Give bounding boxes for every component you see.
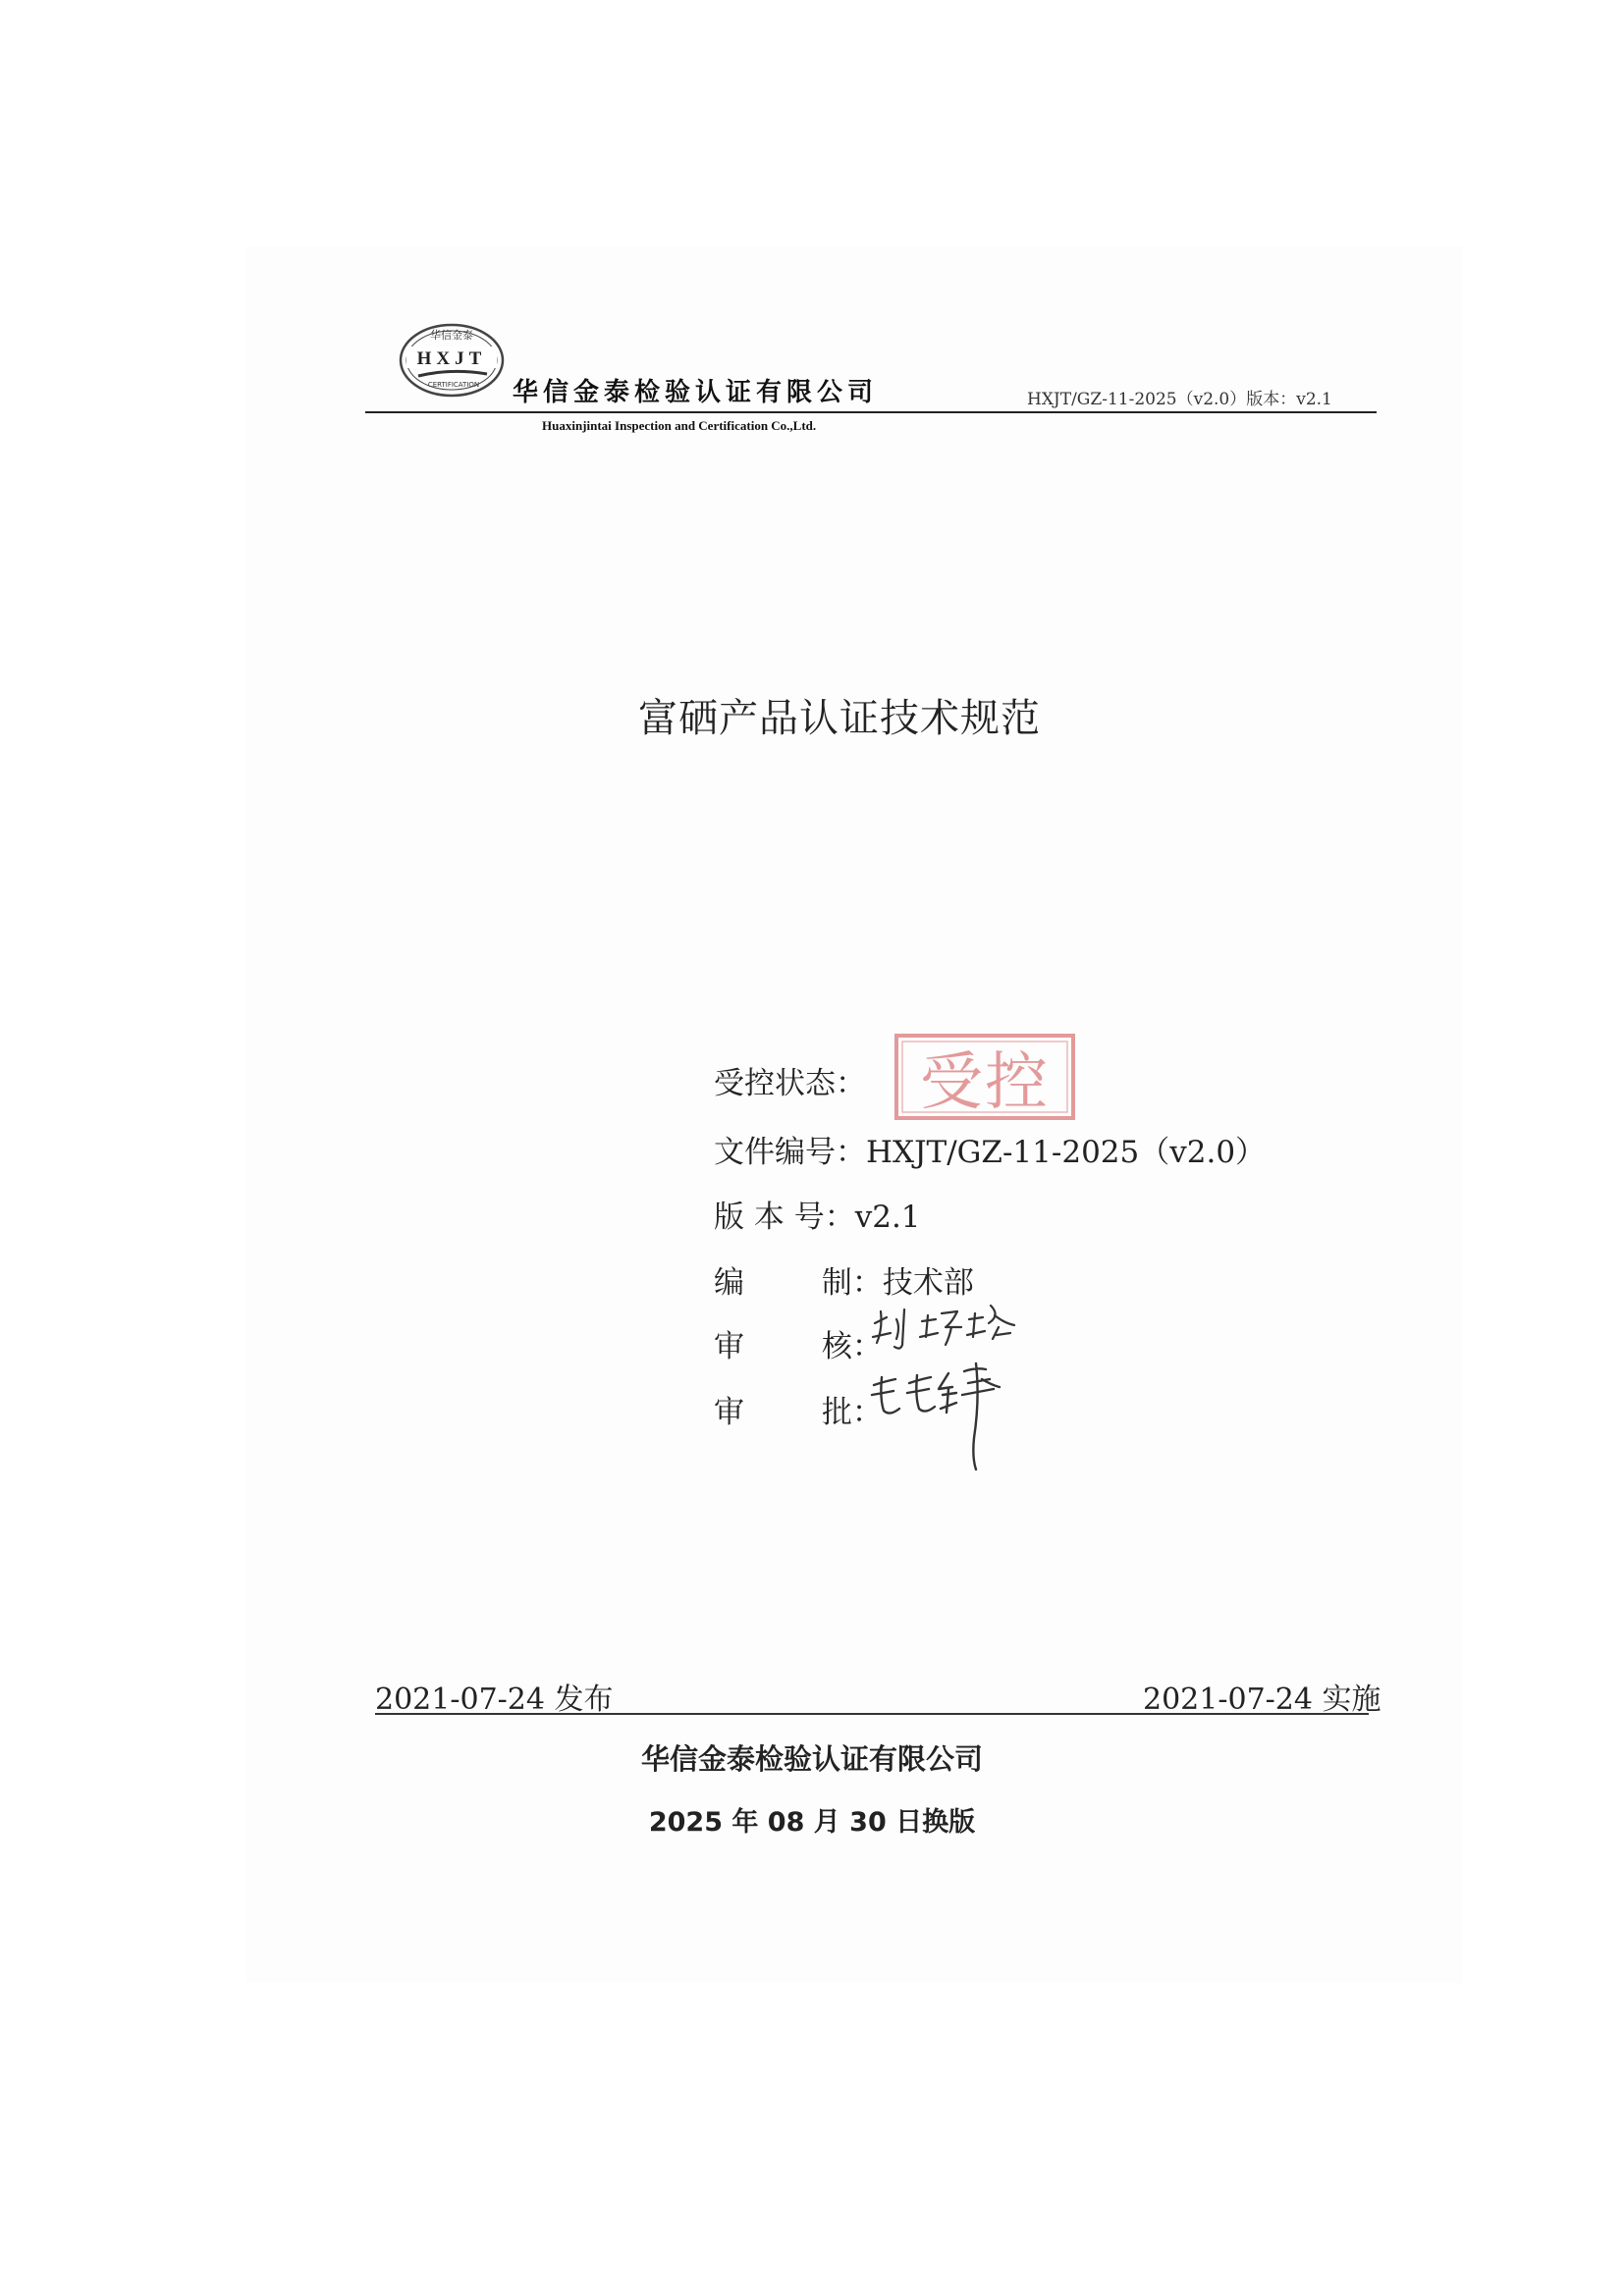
effective-date: 2021-07-24 实施 [1143,1682,1381,1717]
file-number-value: HXJT/GZ-11-2025（v2.0） [866,1135,1267,1170]
header-document-reference: HXJT/GZ-11-2025（v2.0）版本：v2.1 [1027,390,1332,409]
control-status-label: 受控状态： [714,1066,866,1101]
version-row [714,1192,921,1236]
issue-date: 2021-07-24 发布 [375,1682,614,1717]
header-company-name-en: Huaxinjintai Inspection and Certification Co.,Ltd. [542,418,817,433]
reviewed-by-label: 审 核： [714,1329,883,1364]
company-logo-icon [397,321,507,400]
document-title: 富硒产品认证技术规范 [638,696,1041,741]
stamp-text: 受控 [920,1046,1050,1119]
file-number-label: 文件编号： [714,1135,866,1170]
file-number-row [714,1127,1266,1171]
prepared-by-label: 编 制： [714,1265,883,1301]
footer-company-name: 华信金泰检验认证有限公司 [640,1742,983,1776]
svg-text:HXJT: HXJT [416,348,487,369]
prepared-by-value: 技术部 [882,1265,974,1301]
scanned-paper-area [245,245,1463,1983]
svg-text:华信金泰: 华信金泰 [430,329,473,342]
version-label: 版 本 号： [714,1200,855,1235]
reissue-date: 2025 年 08 月 30 日换版 [648,1807,976,1838]
approval-signature-icon [866,1360,1062,1477]
version-value: v2.1 [854,1200,921,1235]
approved-by-row [714,1387,883,1431]
svg-text:CERTIFICATION: CERTIFICATION [427,381,480,389]
reviewed-by-row [714,1321,883,1365]
footer-divider [375,1713,1369,1715]
approved-by-label: 审 批： [714,1395,883,1430]
controlled-stamp [893,1033,1076,1121]
review-signature-icon [867,1294,1034,1364]
header-company-name: 华信金泰检验认证有限公司 [513,378,879,407]
header-divider [365,411,1377,413]
control-status-row [714,1058,866,1102]
